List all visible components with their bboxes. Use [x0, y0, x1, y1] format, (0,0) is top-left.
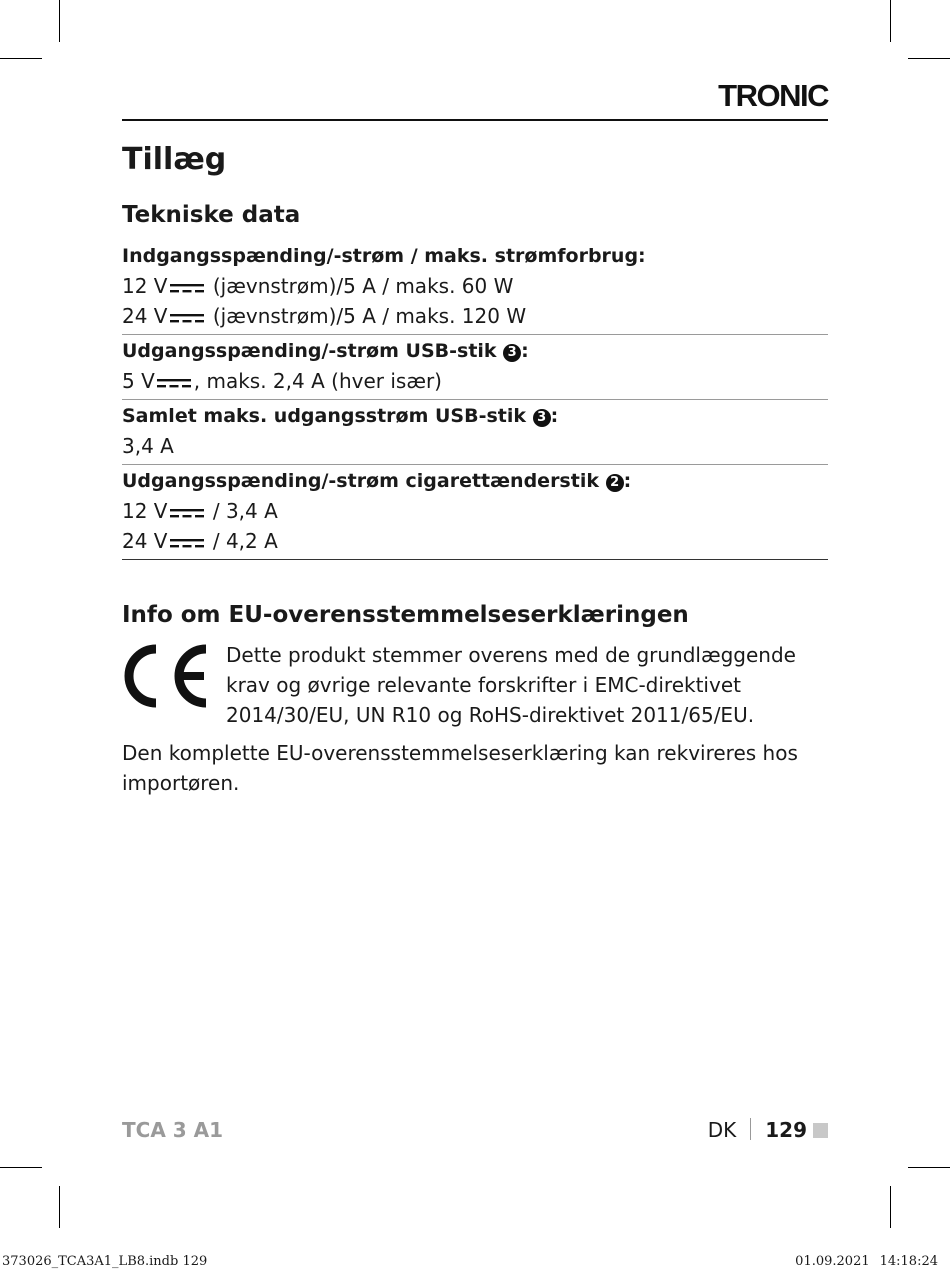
spec-value-text: (jævnstrøm)/5 A / maks. 120 W: [206, 304, 527, 328]
footer-language: DK: [707, 1118, 737, 1142]
eu-heading: Info om EU-overensstemmelseserklæringen: [122, 602, 689, 628]
spec-row: [122, 400, 828, 465]
voltage-value: 24 V: [122, 304, 168, 328]
spec-value: [122, 301, 828, 331]
spec-label-text: Udgangsspænding/-strøm USB-stik: [122, 340, 504, 362]
reference-number-badge: 3: [503, 344, 521, 362]
page-marker-square: [813, 1123, 828, 1138]
print-slug-file: 373026_TCA3A1_LB8.indb 129: [2, 1254, 208, 1269]
crop-mark: [0, 1167, 42, 1168]
spec-label: [122, 401, 828, 431]
voltage-value: 24 V: [122, 529, 168, 553]
spec-label-text: Indgangsspænding/-strøm / maks. strømforbrug:: [122, 245, 646, 267]
spec-value-text: / 4,2 A: [206, 529, 278, 553]
spec-value: [122, 366, 828, 396]
print-slug-timestamp: [795, 1253, 938, 1271]
crop-mark: [59, 1186, 60, 1228]
spec-label-text: Samlet maks. udgangsstrøm USB-stik: [122, 405, 533, 427]
print-slug-date: 01.09.2021: [795, 1254, 870, 1269]
page-number: 129: [765, 1118, 807, 1142]
spec-value-text: (jævnstrøm)/5 A / maks. 60 W: [206, 274, 514, 298]
crop-mark: [908, 1167, 950, 1168]
dc-symbol-icon: [170, 282, 204, 294]
header-rule: [122, 119, 828, 121]
ce-mark-icon: [120, 642, 214, 710]
spec-table: [122, 240, 828, 560]
spec-row: [122, 335, 828, 400]
dc-symbol-icon: [170, 537, 204, 549]
voltage-value: 12 V: [122, 499, 168, 523]
spec-label: [122, 336, 828, 366]
dc-symbol-icon: [157, 377, 191, 389]
crop-mark: [59, 0, 60, 42]
spec-value: [122, 271, 828, 301]
dc-symbol-icon: [170, 507, 204, 519]
spec-label-suffix: :: [550, 405, 559, 427]
spec-row: [122, 465, 828, 560]
eu-declaration-note: Den komplette EU-overensstemmelseserklæring kan rekvireres hos importøren.: [122, 741, 798, 795]
spec-value-text: 3,4 A: [122, 434, 174, 458]
crop-mark: [890, 1186, 891, 1228]
crop-mark: [890, 0, 891, 42]
section-title: Tillæg: [122, 142, 227, 177]
dc-symbol-icon: [170, 312, 204, 324]
footer-separator: [750, 1118, 751, 1140]
reference-number-badge: 2: [606, 474, 624, 492]
tech-data-heading: Tekniske data: [122, 202, 301, 228]
spec-value: [122, 431, 828, 461]
crop-mark: [0, 58, 42, 59]
spec-value-text: , maks. 2,4 A (hver især): [193, 369, 442, 393]
spec-row: [122, 240, 828, 335]
spec-label-suffix: :: [521, 340, 529, 362]
reference-number-badge: 3: [533, 409, 551, 427]
spec-label-suffix: :: [623, 470, 632, 492]
eu-declaration-text: Dette produkt stemmer overens med de grundlæggende krav og øvrige relevante forskrifter i EMC-direktivet 2014/30/EU, UN R10 og RoHS-direktivet 2011/65/EU.: [226, 643, 796, 727]
crop-mark: [908, 58, 950, 59]
footer-page-info: [708, 1116, 828, 1144]
spec-label: [122, 241, 828, 271]
spec-label-text: Udgangsspænding/-strøm cigarettænderstik: [122, 470, 606, 492]
spec-value: [122, 526, 828, 556]
spec-label: [122, 466, 828, 496]
footer-model: TCA 3 A1: [122, 1118, 224, 1142]
spec-value: [122, 496, 828, 526]
voltage-value: 12 V: [122, 274, 168, 298]
print-slug-time: 14:18:24: [879, 1254, 938, 1269]
spec-value-text: / 3,4 A: [206, 499, 278, 523]
voltage-value: 5 V: [122, 369, 155, 393]
brand-logo: TRONIC: [718, 78, 828, 113]
